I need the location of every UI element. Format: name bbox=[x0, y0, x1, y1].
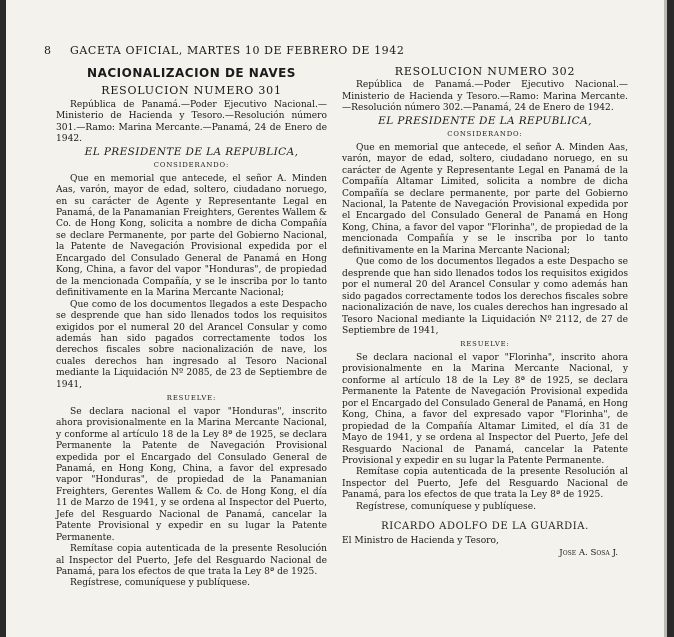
resolution-intro: República de Panamá.—Poder Ejecutivo Nacional.—Ministerio de Hacienda y Tesoro.—Ramo: Marina Mercante.—Resolución número 302.—Panamá, 24 de Enero de 1942. bbox=[342, 80, 628, 114]
page-number: 8 bbox=[44, 44, 52, 57]
paragraph: Se declara nacional el vapor "Honduras", inscrito ahora provisionalmente en la Marina Mercante Nacional, y conforme al artículo 18 de la Ley 8ª de 1925, se declara Permanente la Patente de Navegación Provisional expedida por el Encargado del Consulado General de Panamá, en Hong Kong, China, a favor del expresado vapor "Honduras", de propiedad de la Panamanian Freighters, Gerentes Wallem & Co. de Hong Kong, el día 11 de Marzo de 1941, y se ordena al Inspector del Puerto, Jefe del Resguardo Nacional de Panamá, cancelar la Patente Provisional y expedir en su lugar la Patente Permanente. bbox=[56, 406, 327, 543]
minister-signature: Jose A. Sosa J. bbox=[559, 548, 618, 559]
resolution-title: RESOLUCION NUMERO 302 bbox=[394, 65, 576, 78]
page-edge-left bbox=[0, 0, 6, 637]
paragraph: Remítase copia autenticada de la presente Resolución al Inspector del Puerto, Jefe del Resguardo Nacional de Panamá, para los efectos de que trata la Ley 8ª de 1925. bbox=[56, 544, 327, 578]
considerando-heading: CONSIDERANDO: bbox=[447, 130, 523, 139]
paragraph: Remítase copia autenticada de la presente Resolución al Inspector del Puerto, Jefe del Resguardo Nacional de Panamá, para los efectos de que trata la Ley 8ª de 1925. bbox=[342, 467, 628, 501]
resolution-intro: República de Panamá.—Poder Ejecutivo Nacional.—Ministerio de Hacienda y Tesoro.—Resolución número 301.—Ramo: Marina Mercante.—Panamá, 24 de Enero de 1942. bbox=[56, 99, 327, 145]
gazette-title: GACETA OFICIAL, MARTES 10 DE FEBRERO DE 1942 bbox=[70, 44, 405, 57]
paragraph: Que en memorial que antecede, el señor A. Minden Aas, varón, mayor de edad, soltero, ciudadano noruego, en su carácter de Agente y Representante Legal en Panamá de la Compañía Altamar Limited, solicita a nombre de dicha Compañía se declare permanente, por parte del Gobierno Nacional, la Patente de Navegación Provisional expedida por el Encargado del Consulado General de Panamá en Hong Kong, China, a favor del vapor "Florinha", de propiedad de la mencionada Compañía y se le inscriba por lo tanto definitivamente en la Marina Mercante Nacional; bbox=[342, 142, 628, 256]
paragraph: Que en memorial que antecede, el señor A. Minden Aas, varón, mayor de edad, soltero, ciudadano noruego, en su carácter de Agente y Representante Legal en Panamá, de la Panamanian Freighters, Gerentes Wallem & Co. de Hong Kong, solicita a nombre de dicha Compañía se declare Permanente, por parte del Gobierno Nacional, la Patente de Navegación Provisional expedida por el Encargado del Consulado General de Panamá en Hong Kong, China, a favor del vapor "Honduras", de propiedad de la mencionada Compañía, y se le inscriba por lo tanto definitivamente en la Marina Mercante Nacional; bbox=[56, 173, 328, 299]
right-column bbox=[342, 66, 628, 560]
president-signature: RICARDO ADOLFO DE LA GUARDIA. bbox=[381, 521, 589, 533]
considerando-heading: CONSIDERANDO: bbox=[153, 161, 230, 170]
resuelve-heading: RESUELVE: bbox=[460, 340, 510, 349]
section-title: NACIONALIZACION DE NAVES bbox=[87, 66, 296, 80]
resuelve-heading: RESUELVE: bbox=[166, 394, 217, 403]
page-edge-right bbox=[667, 0, 674, 637]
left-column bbox=[56, 64, 327, 590]
paragraph: Se declara nacional el vapor "Florinha", inscrito ahora provisionalmente en la Marina Mercante Nacional, y conforme al artículo 18 de la Ley 8ª de 1925, se declara Permanente la Patente de Navegación Provisional expedida por el Encargado del Consulado General de Panamá, en Hong Kong, China, a favor del expresado vapor "Florinha", de propiedad de la Compañía Altamar Limited, el día 31 de Mayo de 1941, y se ordena al Inspector del Puerto, Jefe del Resguardo Nacional de Panamá, cancelar la Patente Provisional y expedir en su lugar la Patente Permanente. bbox=[342, 352, 628, 466]
president-heading: EL PRESIDENTE DE LA REPUBLICA, bbox=[378, 114, 592, 127]
president-heading: EL PRESIDENTE DE LA REPUBLICA, bbox=[84, 145, 299, 158]
paragraph: Que como de los documentos llegados a este Despacho se desprende que han sido llenados todos los requisitos exigidos por el numeral 20 del Arancel Consular y como además han sido pagados correctamente todos los derechos fiscales sobre nacionalización de nave, los cuales derechos han ingresado al Tesoro Nacional mediante la Liquidación Nº 2085, de 23 de Septiembre de 1941, bbox=[56, 299, 327, 390]
paragraph: Regístrese, comuníquese y publíquese. bbox=[356, 501, 536, 512]
paragraph: Que como de los documentos llegados a este Despacho se desprende que han sido llenados todos los requisitos exigidos por el numeral 20 del Arancel Consular y como además han sido pagados correctamente todos los derechos fiscales sobre nacionalización de nave, los cuales derechos han ingresado al Tesoro Nacional mediante la Liquidación Nº 2112, de 27 de Septiembre de 1941, bbox=[342, 257, 628, 336]
resolution-title: RESOLUCION NUMERO 301 bbox=[101, 84, 282, 98]
paragraph: Regístrese, comuníquese y publíquese. bbox=[70, 578, 250, 589]
minister-title: El Ministro de Hacienda y Tesoro, bbox=[342, 535, 499, 546]
